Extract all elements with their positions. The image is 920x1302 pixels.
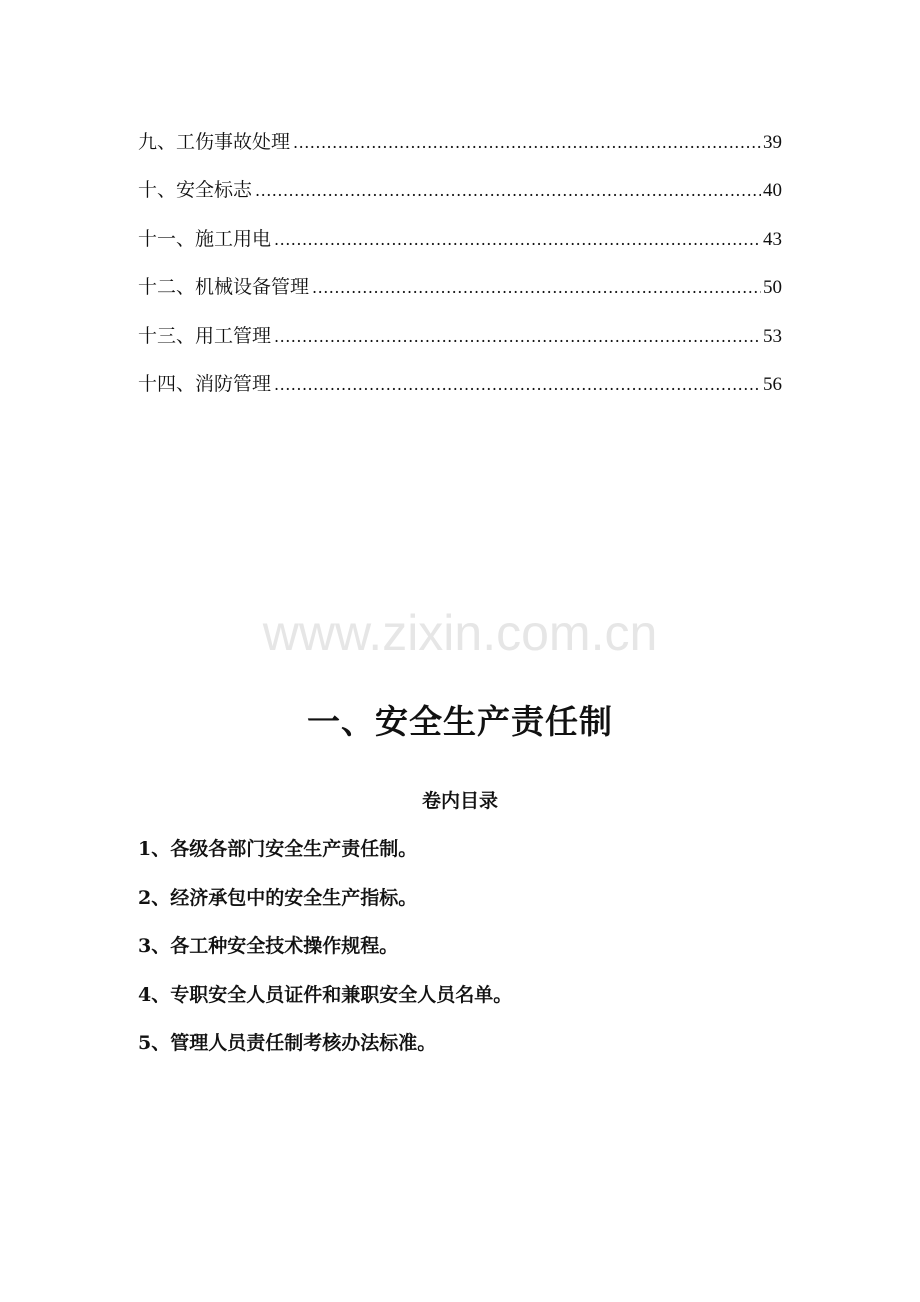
contents-list xyxy=(138,830,798,1073)
toc-entry-label: 十、安全标志 xyxy=(138,179,253,202)
toc-entry-label: 十一、施工用电 xyxy=(138,227,272,250)
toc-entry-page: 50 xyxy=(763,277,782,299)
toc-entry-page: 39 xyxy=(763,132,782,153)
list-item: 5、管理人员责任制考核办法标准。 xyxy=(138,1032,437,1054)
toc-dot-leader xyxy=(274,377,761,393)
toc-entry xyxy=(138,118,782,166)
list-item: 1、各级各部门安全生产责任制。 xyxy=(138,838,418,860)
section-title: 一、安全生产责任制 xyxy=(307,702,613,741)
toc-dot-leader xyxy=(293,135,761,151)
toc-entry xyxy=(138,215,782,263)
toc-entry-page: 53 xyxy=(763,325,782,347)
toc-entry-label: 十二、机械设备管理 xyxy=(138,276,310,299)
toc-dot-leader xyxy=(274,232,761,248)
toc-entry xyxy=(138,166,782,214)
toc-entry xyxy=(138,360,782,408)
toc-entry-label: 十三、用工管理 xyxy=(138,324,272,347)
list-item: 2、经济承包中的安全生产指标。 xyxy=(138,886,418,909)
table-of-contents xyxy=(138,118,782,408)
toc-entry-label: 九、工伤事故处理 xyxy=(138,131,291,153)
toc-entry-page: 43 xyxy=(763,228,782,250)
toc-entry xyxy=(138,263,782,311)
toc-dot-leader xyxy=(255,183,761,199)
watermark: www.zixin.com.cn xyxy=(262,605,658,661)
section-subtitle: 卷内目录 xyxy=(421,790,498,812)
toc-entry xyxy=(138,312,782,360)
toc-dot-leader xyxy=(274,329,761,345)
toc-entry-page: 40 xyxy=(763,180,782,202)
list-item: 4、专职安全人员证件和兼职安全人员名单。 xyxy=(138,983,513,1006)
list-item: 3、各工种安全技术操作规程。 xyxy=(138,935,399,957)
toc-entry-label: 十四、消防管理 xyxy=(138,372,272,395)
toc-dot-leader xyxy=(312,280,761,296)
toc-entry-page: 56 xyxy=(763,373,782,395)
